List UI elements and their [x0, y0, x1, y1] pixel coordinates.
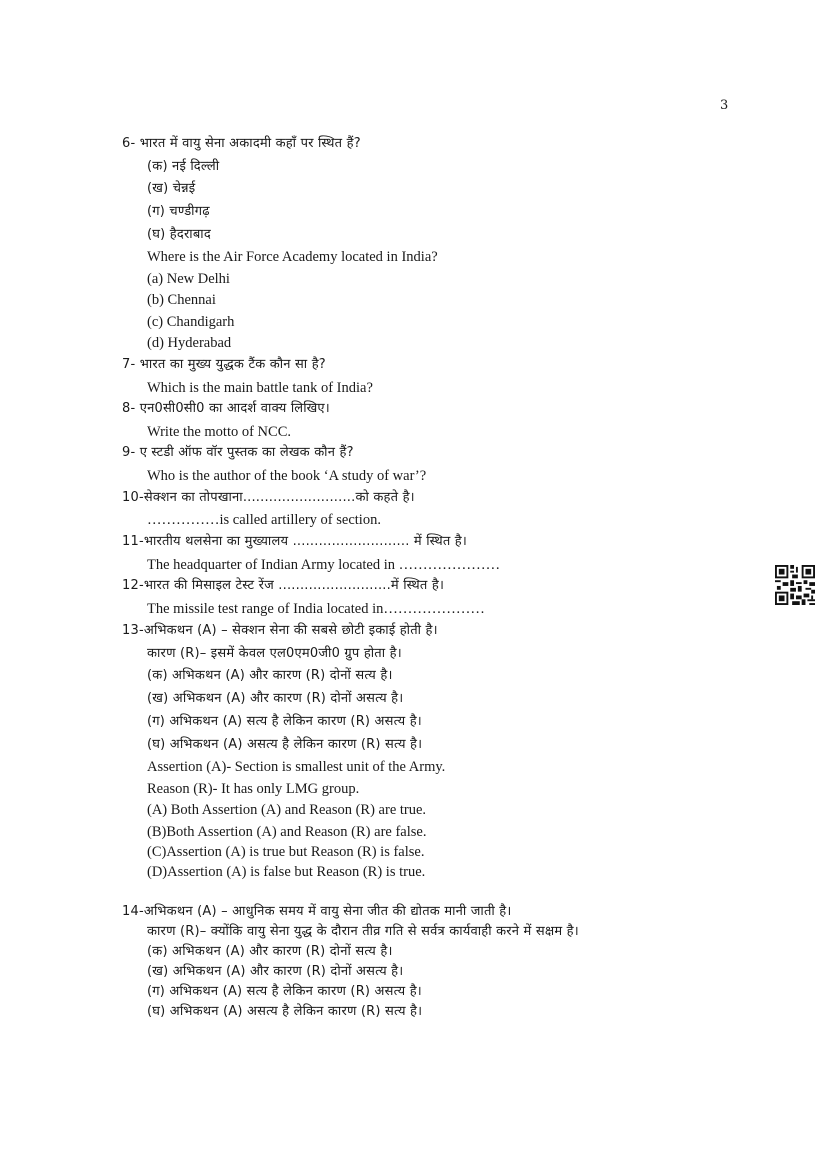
question-7-hindi: 7- भारत का मुख्य युद्धक टैंक कौन सा है? [122, 357, 326, 372]
question-13-reason-hindi: कारण (R)– इसमें केवल एल0एम0जी0 ग्रुप होता है। [147, 646, 402, 661]
question-6-english: Where is the Air Force Academy located in India? [147, 249, 438, 265]
question-7-english: Which is the main battle tank of India? [147, 380, 373, 396]
q6-option-english-2: (b) Chennai [147, 292, 216, 308]
page-number: 3 [720, 98, 729, 113]
question-8-english: Write the motto of NCC. [147, 424, 291, 440]
q6-option-hindi-4: (घ) हैदराबाद [147, 227, 211, 242]
q13-option-hindi-2: (ख) अभिकथन (A) और कारण (R) दोनों असत्य है। [147, 691, 404, 706]
question-13-assertion-english: Assertion (A)- Section is smallest unit of the Army. [147, 759, 446, 775]
question-9-english: Who is the author of the book ‘A study of war’? [147, 468, 427, 484]
question-12-hindi: 12-भारत की मिसाइल टेस्ट रेंज ..........................में स्थित है। [122, 578, 445, 593]
q6-option-hindi-1: (क) नई दिल्ली [147, 159, 220, 174]
q6-option-english-3: (c) Chandigarh [147, 314, 235, 330]
q13-option-hindi-4: (घ) अभिकथन (A) असत्य है लेकिन कारण (R) सत्य है। [147, 737, 423, 752]
question-11-english: The headquarter of Indian Army located in ………………… [147, 557, 501, 573]
question-10-hindi: 10-सेक्शन का तोपखाना..........................को कहते है। [122, 490, 415, 505]
question-13-reason-english: Reason (R)- It has only LMG group. [147, 781, 360, 797]
question-10-english: ……………is called artillery of section. [147, 512, 381, 528]
question-8-hindi: 8- एन0सी0सी0 का आदर्श वाक्य लिखिए। [122, 401, 330, 416]
qr-code-icon [775, 565, 815, 605]
question-6-hindi: 6- भारत में वायु सेना अकादमी कहाँ पर स्थित हैं? [122, 136, 361, 151]
question-14-assertion-hindi: 14-अभिकथन (A) – आधुनिक समय में वायु सेना जीत की द्योतक मानी जाती है। [122, 904, 512, 919]
q14-option-hindi-1: (क) अभिकथन (A) और कारण (R) दोनों सत्य है। [147, 944, 393, 959]
q6-option-english-4: (d) Hyderabad [147, 335, 232, 351]
question-11-hindi: 11-भारतीय थलसेना का मुख्यालय ........................... में स्थित है। [122, 534, 468, 549]
question-9-hindi: 9- ए स्टडी ऑफ वॉर पुस्तक का लेखक कौन हैं? [122, 445, 354, 460]
question-13-assertion-hindi: 13-अभिकथन (A) – सेक्शन सेना की सबसे छोटी इकाई होती है। [122, 623, 438, 638]
q13-option-english-4: (D)Assertion (A) is false but Reason (R) is true. [147, 864, 426, 880]
q14-option-hindi-4: (घ) अभिकथन (A) असत्य है लेकिन कारण (R) सत्य है। [147, 1004, 423, 1019]
q14-option-hindi-2: (ख) अभिकथन (A) और कारण (R) दोनों असत्य है। [147, 964, 404, 979]
q13-option-hindi-3: (ग) अभिकथन (A) सत्य है लेकिन कारण (R) असत्य है। [147, 714, 422, 729]
q13-option-english-2: (B)Both Assertion (A) and Reason (R) are false. [147, 824, 427, 840]
q6-option-hindi-3: (ग) चण्डीगढ़ [147, 204, 210, 219]
q6-option-hindi-2: (ख) चेन्नई [147, 181, 196, 196]
q13-option-english-1: (A) Both Assertion (A) and Reason (R) are true. [147, 802, 427, 818]
q13-option-hindi-1: (क) अभिकथन (A) और कारण (R) दोनों सत्य है। [147, 668, 393, 683]
question-14-reason-hindi: कारण (R)– क्योंकि वायु सेना युद्ध के दौरान तीव्र गति से सर्वत्र कार्यवाही करने में सक्षम है। [147, 924, 579, 939]
q6-option-english-1: (a) New Delhi [147, 271, 230, 287]
question-12-english: The missile test range of India located in………………… [147, 601, 485, 617]
q13-option-english-3: (C)Assertion (A) is true but Reason (R) is false. [147, 844, 425, 860]
q14-option-hindi-3: (ग) अभिकथन (A) सत्य है लेकिन कारण (R) असत्य है। [147, 984, 422, 999]
